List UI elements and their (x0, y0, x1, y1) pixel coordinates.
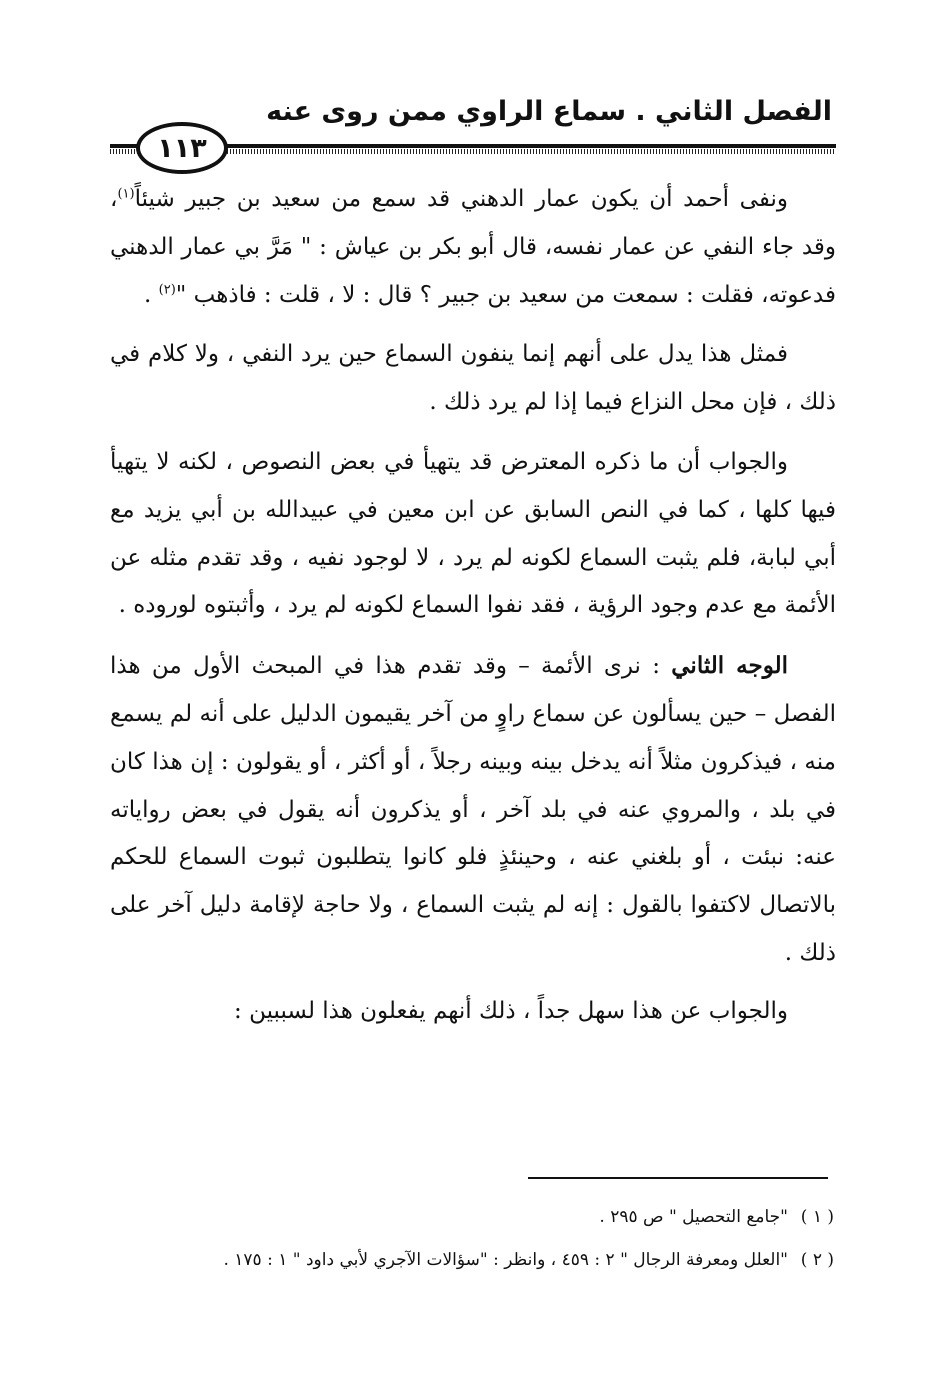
footnote-1-number: ( ١ ) (800, 1207, 834, 1227)
footnote-1-text: "جامع التحصيل " ص ٢٩٥ . (599, 1207, 788, 1227)
paragraph-1-part-b: ، وقد جاء النفي عن عمار نفسه، قال أبو بكر بن عياش : " مَرَّ بي عمار الدهني فدعوته، فقلت : سمعت من سعيد بن جبير ؟ قال : لا ، قلت : فاذهب " (110, 186, 836, 308)
footnote-2-text: "العلل ومعرفة الرجال " ٢ : ٤٥٩ ، وانظر : "سؤالات الآجري لأبي داود " ١ : ١٧٥ . (223, 1250, 788, 1270)
paragraph-3: والجواب أن ما ذكره المعترض قد يتهيأ في بعض النصوص ، لكنه لا يتهيأ فيها كلها ، كما في النص السابق عن ابن معين في عبيدالله بن أبي يزيد مع أبي لبابة، فلم يثبت السماع لكونه لم يرد ، لا لوجود نفيه ، وقد تقدم مثله عن الأئمة مع عدم وجود الرؤية ، فقد نفوا السماع لكونه لم يرد ، وأثبتوه لوروده . (110, 448, 836, 619)
paragraph-1-part-a: ونفى أحمد أن يكون عمار الدهني قد سمع من سعيد بن جبير شيئاً (134, 186, 788, 212)
page-number: ١١٣ (136, 122, 228, 174)
footnote-2 (108, 1239, 834, 1282)
paragraph-4 (110, 642, 836, 978)
footnote-ref-1: (١) (117, 186, 135, 202)
footnote-1 (108, 1196, 834, 1239)
footnote-2-number: ( ٢ ) (800, 1250, 834, 1270)
paragraph-5: والجواب عن هذا سهل جداً ، ذلك أنهم يفعلون هذا لسببين : (234, 997, 788, 1024)
paragraph-1-part-c: . (144, 281, 159, 308)
footnote-separator (528, 1177, 828, 1179)
paragraph-2: فمثل هذا يدل على أنهم إنما ينفون السماع حين يرد النفي ، ولا كلام في ذلك ، فإن محل النزاع فيما إذا لم يرد ذلك . (110, 341, 836, 416)
paragraph-1 (110, 176, 836, 319)
paragraph-4-rest: : نرى الأئمة – وقد تقدم هذا في المبحث الأول من هذا الفصل – حين يسألون عن سماع راوٍ من آخر يقيمون الدليل على أنه لم يسمع منه ، فيذكرون مثلاً أنه يدخل بينه وبينه رجلاً ، أو أكثر ، أو يقولون : إن هذا كان في بلد ، والمروي عنه في بلد آخر ، أو يذكرون أنه يقول في بعض رواياته عنه: نبئت ، أو بلغني عنه ، وحينئذٍ فلو كانوا يتطلبون ثبوت السماع للحكم بالاتصال لاكتفوا بالقول : إنه لم يثبت السماع ، ولا حاجة لإقامة دليل آخر على ذلك . (110, 653, 836, 966)
running-head: الفصل الثاني . سماع الراوي ممن روى عنه (266, 96, 832, 127)
main-text (110, 176, 836, 1048)
footnote-ref-2: (٢) (158, 281, 176, 297)
paragraph-4-lead: الوجه الثاني (671, 652, 788, 680)
footnotes (108, 1196, 834, 1282)
